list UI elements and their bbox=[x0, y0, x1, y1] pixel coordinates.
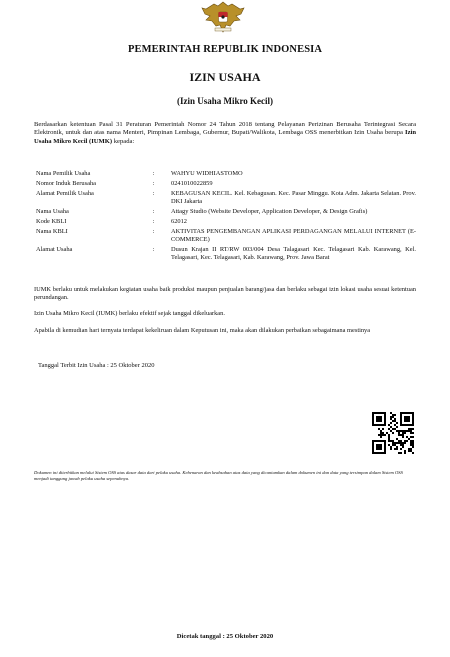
qr-code-icon bbox=[372, 412, 414, 454]
field-value: KEBAGUSAN KECIL. Kel. Kebagusan. Kec. Pasar Minggu. Kota Adm. Jakarta Selatan. Prov. DKI Jakarta bbox=[171, 190, 416, 205]
field-value: 0241010022859 bbox=[171, 180, 213, 187]
printed-date: Dicetak tanggal : 25 Oktober 2020 bbox=[176, 633, 274, 640]
intro-bold-permit: Izin Usaha Mikro Kecil (IUMK) bbox=[34, 129, 416, 145]
field-row-kbli-code bbox=[36, 218, 416, 228]
document-subtitle: (Izin Usaha Mikro Kecil) bbox=[176, 96, 274, 106]
field-row-kbli-name bbox=[36, 228, 416, 246]
field-row-business-name bbox=[36, 208, 416, 218]
correction-paragraph: Apabila di kemudian hari ternyata terdapat kekeliruan dalam Keputusan ini, maka akan dilakukan perbaikan sebagaimana mestinya bbox=[34, 327, 371, 334]
field-label: Alamat Usaha bbox=[36, 246, 73, 253]
field-label: Nama Pemilik Usaha bbox=[36, 170, 91, 177]
effective-paragraph: Izin Usaha Mikro Kecil (IUMK) berlaku efektif sejak tanggal dikeluarkan. bbox=[34, 310, 225, 317]
business-fields-table bbox=[36, 170, 416, 264]
field-label: Alamat Pemilik Usaha bbox=[36, 190, 94, 197]
field-colon: : bbox=[152, 208, 155, 215]
field-value: 62012 bbox=[171, 218, 187, 225]
garuda-emblem-icon bbox=[200, 0, 246, 34]
intro-paragraph bbox=[34, 121, 416, 146]
field-label: Nama Usaha bbox=[36, 208, 69, 215]
field-value: AKTIVITAS PENGEMBANGAN APLIKASI PERDAGANGAN MELALUI INTERNET (E-COMMERCE) bbox=[171, 228, 416, 243]
field-row-owner-address bbox=[36, 190, 416, 208]
field-value: Dusun Krajan II RT/RW 003/004 Desa Talagasari Kec. Telagasari Kab. Karawang, Kel. Telagasari, Kec. Telagasari, Kab. Karawang, Prov. Jawa Barat bbox=[171, 246, 416, 261]
field-label: Nomor Induk Berusaha bbox=[36, 180, 96, 187]
field-colon: : bbox=[152, 180, 155, 187]
field-row-owner-name bbox=[36, 170, 416, 180]
field-colon: : bbox=[152, 228, 155, 235]
government-title: PEMERINTAH REPUBLIK INDONESIA bbox=[127, 44, 323, 55]
field-colon: : bbox=[152, 170, 155, 177]
field-row-business-address bbox=[36, 246, 416, 264]
field-value: Attagy Studio (Website Developer, Application Developer, & Design Grafis) bbox=[171, 208, 368, 215]
field-value: WAHYU WIDHIASTOMO bbox=[171, 170, 243, 177]
document-title: IZIN USAHA bbox=[189, 70, 261, 84]
validity-paragraph: IUMK berlaku untuk melakukan kegiatan usaha baik produksi maupun penjualan barang/jasa dan berlaku sebagai izin lokasi usaha sesuai ketentuan perundangan. bbox=[34, 286, 416, 302]
field-label: Kode KBLI bbox=[36, 218, 67, 225]
field-row-business-id bbox=[36, 180, 416, 190]
field-colon: : bbox=[152, 218, 155, 225]
field-colon: : bbox=[152, 190, 155, 197]
field-colon: : bbox=[152, 246, 155, 253]
intro-tail: kepada: bbox=[113, 137, 135, 145]
field-label: Nama KBLI bbox=[36, 228, 68, 235]
issue-date: Tanggal Terbit Izin Usaha : 25 Oktober 2020 bbox=[38, 362, 155, 369]
intro-text: Berdasarkan ketentuan Pasal 31 Peraturan Pemerintah Nomor 24 Tahun 2018 tentang Pelayanan Perizinan Berusaha Terintegrasi Secara Elektronik, untuk dan atas nama Menteri, Pimpinan Lembaga, Gubernur, Bupati/Walikota, Lembaga OSS menerbitkan Izin Usaha berupa bbox=[34, 121, 416, 137]
disclaimer-text: Dokumen ini diterbitkan melalui Sistem OSS atas dasar data dari pelaku usaha. Kebenaran dan keabsahan atas data yang dicantumkan dalam dokumen ini dan data yang tersimpan dalam Sistem OSS menjadi tanggung jawab pelaku usaha sepenuhnya. bbox=[34, 470, 403, 481]
